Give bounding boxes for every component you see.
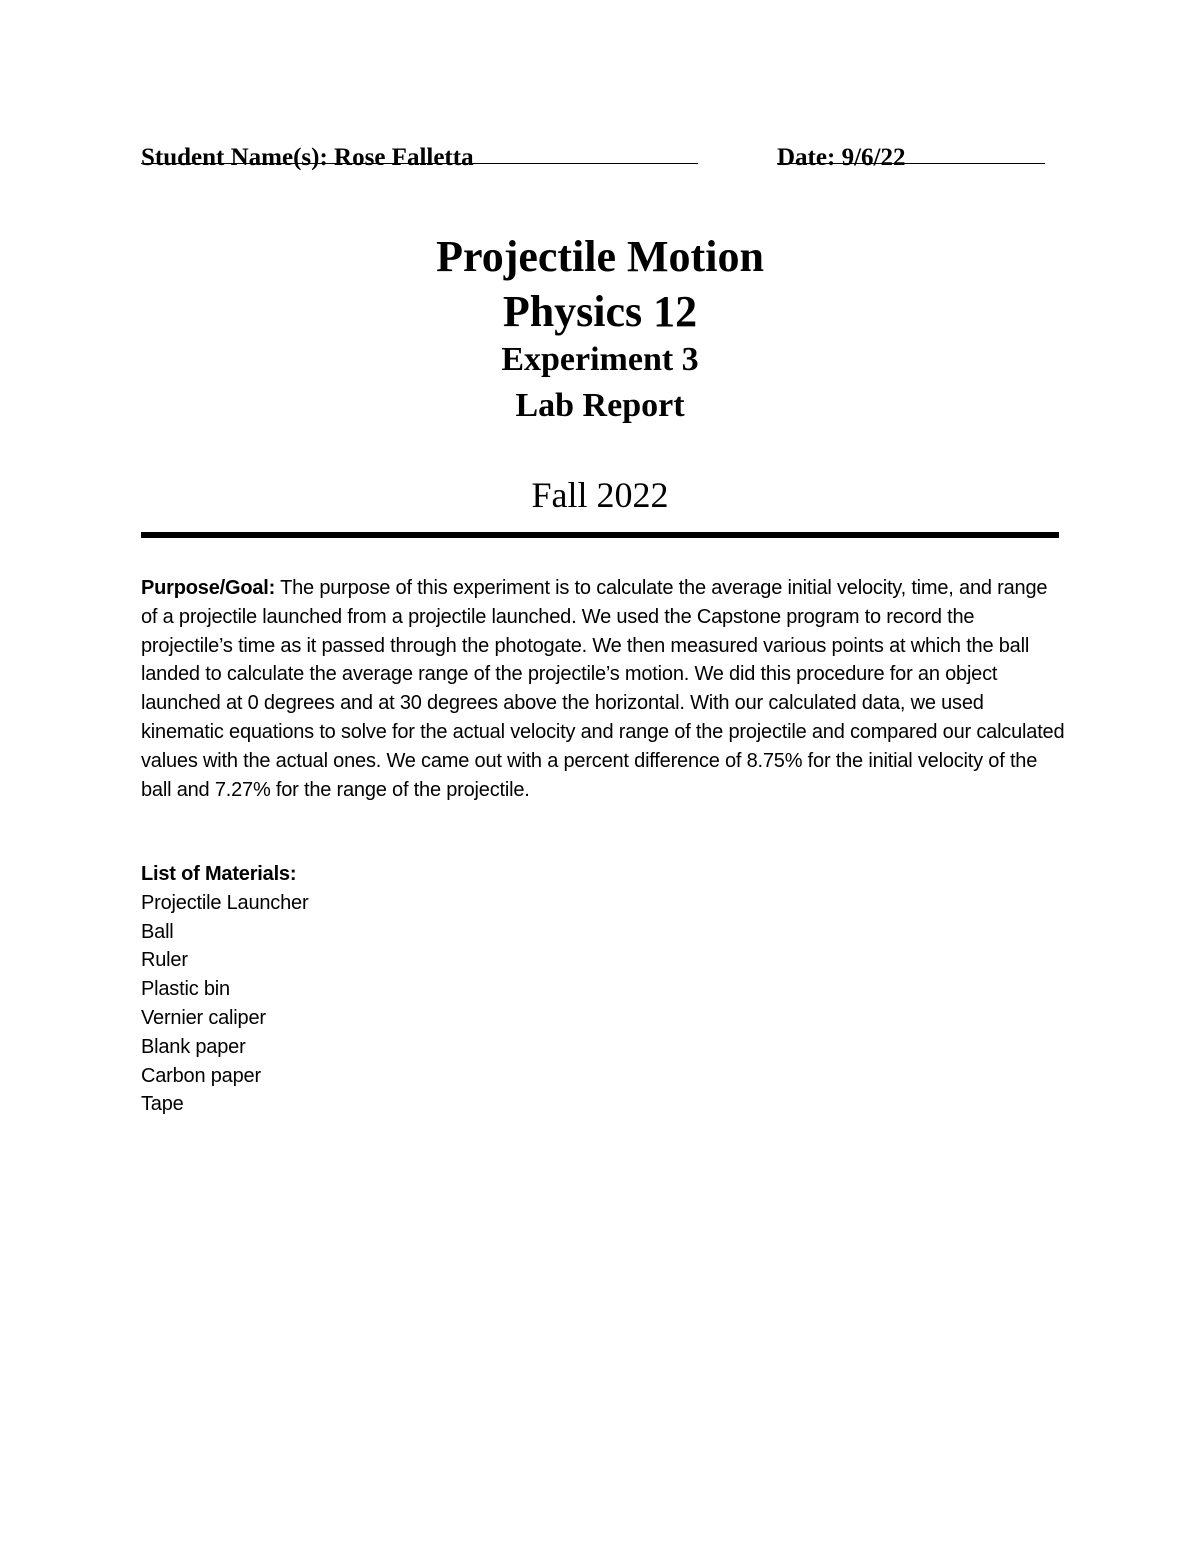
list-item: Ruler xyxy=(141,949,188,972)
list-item: Tape xyxy=(141,1093,184,1116)
student-name-label: Student Name(s): xyxy=(141,144,328,171)
list-item: Ball xyxy=(141,920,174,943)
date-field xyxy=(777,142,1045,174)
materials-list xyxy=(141,889,1066,1119)
term: Fall 2022 xyxy=(531,475,669,515)
list-item: Vernier caliper xyxy=(141,1006,266,1029)
date-label: Date: xyxy=(777,144,836,171)
list-item: Carbon paper xyxy=(141,1064,261,1087)
experiment-number: Experiment 3 xyxy=(501,341,699,378)
purpose-text: The purpose of this experiment is to calculate the average initial velocity, time, and range of a projectile launched from a projectile launched. We used the Capstone program to record the projectile’s time as it passed through the photogate. We then measured various points at which the ball landed to calculate the average range of the projectile’s motion. We did this procedure for an object launched at 0 degrees and at 30 degrees above the horizontal. With our calculated data, we used kinematic equations to solve for the actual velocity and range of the projectile and compared our calculated values with the actual ones. We came out with a percent difference of 8.75% for the initial velocity of the ball and 7.27% for the range of the projectile. xyxy=(141,577,1065,801)
purpose-label: Purpose/Goal: xyxy=(141,577,276,599)
list-item: Plastic bin xyxy=(141,978,230,1001)
header-row xyxy=(141,142,1061,176)
course-title: Physics 12 xyxy=(502,287,698,336)
purpose-section xyxy=(141,574,1066,804)
horizontal-rule xyxy=(141,532,1059,538)
list-item: Blank paper xyxy=(141,1035,246,1058)
list-item: Projectile Launcher xyxy=(141,891,309,914)
student-name-field xyxy=(141,142,698,174)
materials-label: List of Materials: xyxy=(141,863,297,885)
report-type: Lab Report xyxy=(515,387,685,424)
date-value: 9/6/22 xyxy=(841,144,906,171)
report-title: Projectile Motion xyxy=(436,232,764,281)
student-name-value: Rose Falletta xyxy=(334,144,474,171)
materials-section xyxy=(141,860,1066,1119)
